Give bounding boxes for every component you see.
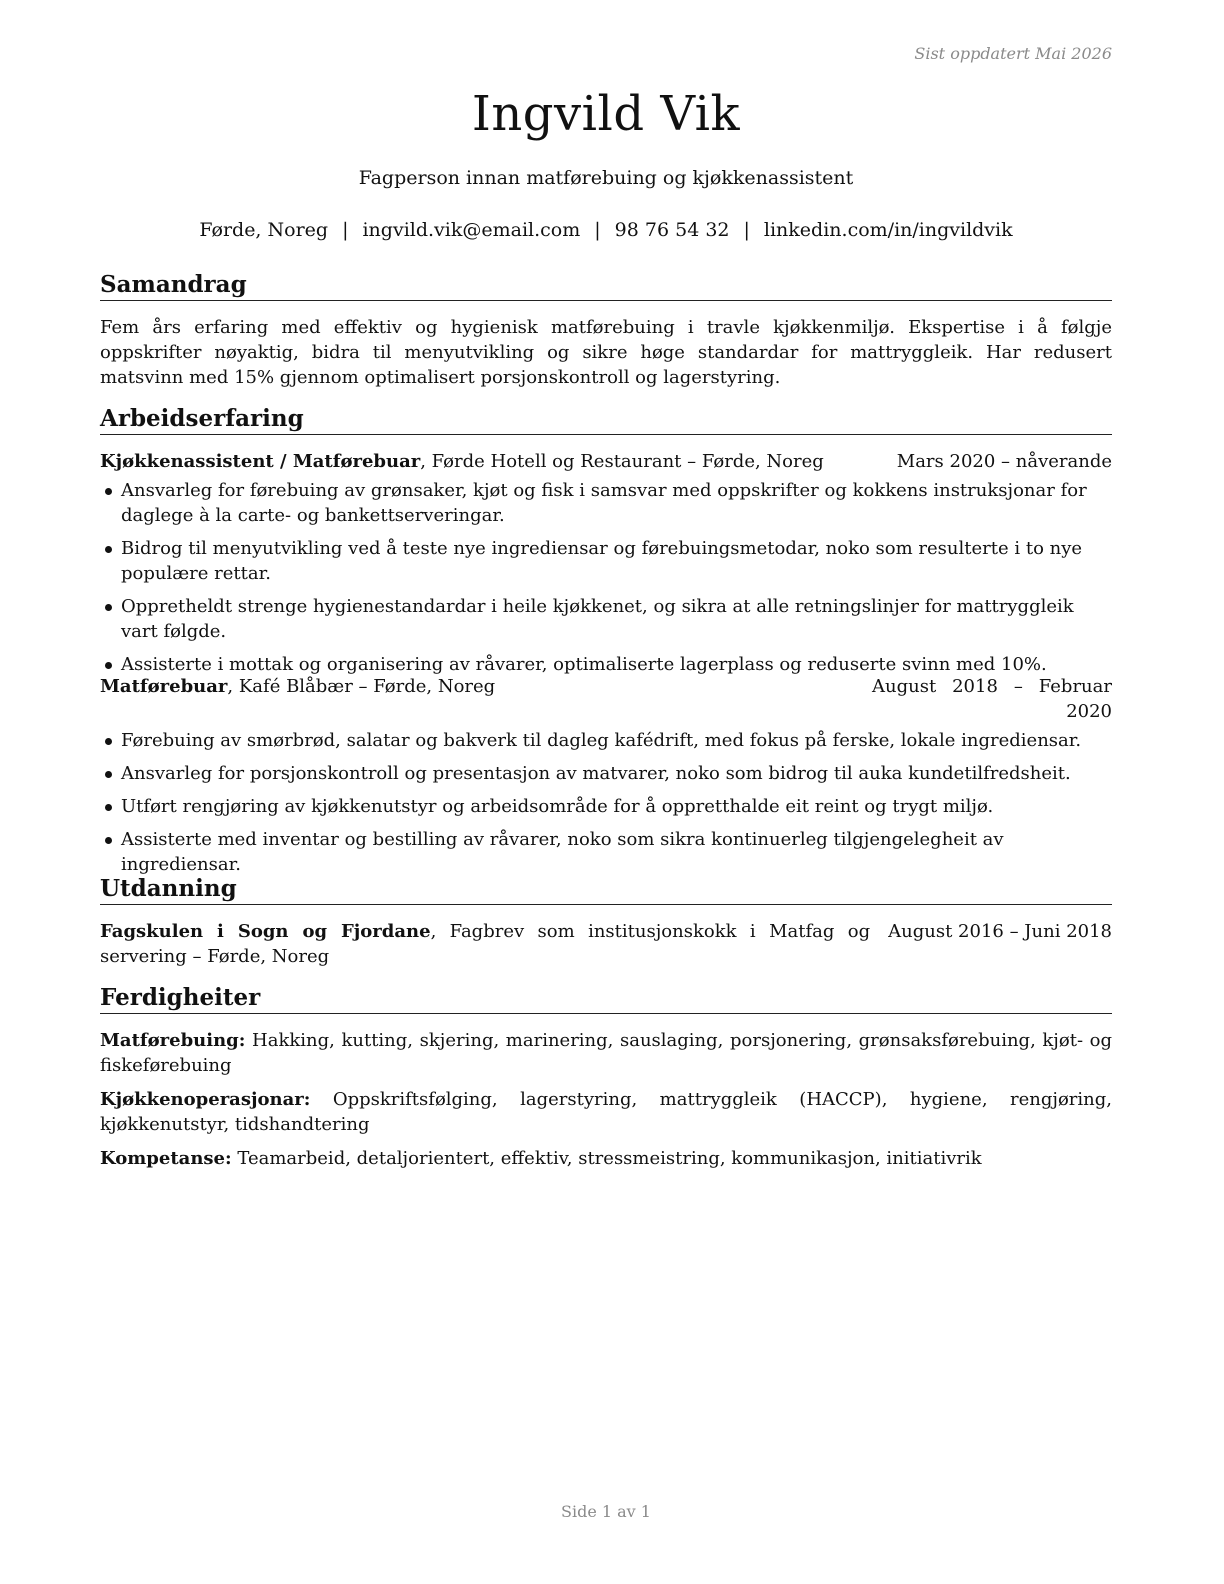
list-item: Assisterte med inventar og bestilling av råvarer, noko som sikra kontinuerleg tilgjengelegheit av ingrediensar. xyxy=(100,827,1112,877)
skill-row xyxy=(100,1087,1112,1137)
education-dates: August 2016 – Juni 2018 xyxy=(888,921,1112,942)
job-header xyxy=(100,674,1112,724)
job-role: Kjøkkenassistent / Matførebuar xyxy=(100,451,421,472)
school-name: Fagskulen i Sogn og Fjordane xyxy=(100,921,431,942)
job-role: Matførebuar xyxy=(100,676,228,697)
contact-email[interactable]: ingvild.vik@email.com xyxy=(362,219,581,241)
education-section xyxy=(100,875,1112,969)
list-item: Førebuing av smørbrød, salatar og bakverk til dagleg kafédrift, med fokus på ferske, lokale ingrediensar. xyxy=(100,728,1112,753)
contact-separator: | xyxy=(594,219,601,241)
list-item: Ansvarleg for porsjonskontroll og presentasjon av matvarer, noko som bidrog til auka kundetilfredsheit. xyxy=(100,761,1112,786)
job-dates: Mars 2020 – nåverande xyxy=(896,451,1112,472)
tagline: Fagperson innan matførebuing og kjøkkenassistent xyxy=(358,167,854,189)
job-entry xyxy=(100,449,1112,677)
job-bullets xyxy=(100,728,1112,877)
job-employer: , Førde Hotell og Restaurant – Førde, Noreg xyxy=(420,451,824,472)
contact-phone: 98 76 54 32 xyxy=(614,219,730,241)
summary-text: Fem års erfaring med effektiv og hygienisk matførebuing i travle kjøkkenmiljø. Ekspertise i å følgje oppskrifter nøyaktig, bidra til menyutvikling og sikre høge standardar for mattryggleik. Har redusert matsvinn med 15% gjennom optimalisert porsjonskontroll og lagerstyring. xyxy=(100,317,1112,388)
section-title-summary: Samandrag xyxy=(100,271,1112,301)
education-detail: , Fagbrev som institusjonskokk i Matfag og servering – Førde, Noreg xyxy=(100,921,871,967)
job-employer: , Kafé Blåbær – Førde, Noreg xyxy=(227,676,496,697)
section-title-skills: Ferdigheiter xyxy=(100,984,1112,1014)
contact-separator: | xyxy=(743,219,750,241)
list-item: Oppretheldt strenge hygienestandardar i heile kjøkkenet, og sikra at alle retningslinjer for mattryggleik vart følgde. xyxy=(100,594,1112,644)
contact-line xyxy=(100,219,1112,241)
skills-section xyxy=(100,984,1112,1180)
skill-row xyxy=(100,1146,1112,1171)
summary-section xyxy=(100,271,1112,390)
job-dates: August 2018 – Februar 2020 xyxy=(872,676,1112,722)
resume-page xyxy=(100,0,1112,1584)
skill-text: Oppskriftsfølging, lagerstyring, mattryggleik (HACCP), hygiene, rengjøring, kjøkkenutstyr, tidshandtering xyxy=(100,1089,1112,1135)
list-item: Utført rengjøring av kjøkkenutstyr og arbeidsområde for å oppretthalde eit reint og trygt miljø. xyxy=(100,794,1112,819)
last-updated: Sist oppdatert Mai 2026 xyxy=(914,44,1112,63)
list-item: Bidrog til menyutvikling ved å teste nye ingrediensar og førebuingsmetodar, noko som resulterte i to nye populære rettar. xyxy=(100,536,1112,586)
page-number: Side 1 av 1 xyxy=(561,1502,651,1521)
contact-location: Førde, Noreg xyxy=(199,219,329,241)
list-item: Ansvarleg for førebuing av grønsaker, kjøt og fisk i samsvar med oppskrifter og kokkens instruksjonar for daglege à la carte- og bankettserveringar. xyxy=(100,478,1112,528)
skill-text: Hakking, kutting, skjering, marinering, sauslaging, porsjonering, grønsaksførebuing, kjøt- og fiskeførebuing xyxy=(100,1030,1112,1076)
section-title-experience: Arbeidserfaring xyxy=(100,405,1112,435)
contact-separator: | xyxy=(342,219,349,241)
education-entry xyxy=(100,919,1112,969)
skill-label: Kjøkkenoperasjonar: xyxy=(100,1089,311,1110)
experience-section xyxy=(100,405,1112,685)
candidate-name: Ingvild Vik xyxy=(471,86,741,142)
contact-linkedin[interactable]: linkedin.com/in/ingvildvik xyxy=(763,219,1013,241)
list-item: Assisterte i mottak og organisering av råvarer, optimaliserte lagerplass og reduserte svinn med 10%. xyxy=(100,652,1112,677)
job-header xyxy=(100,449,1112,474)
job-entry-2 xyxy=(100,674,1112,885)
job-bullets xyxy=(100,478,1112,677)
skill-label: Kompetanse: xyxy=(100,1148,232,1169)
skill-text: Teamarbeid, detaljorientert, effektiv, stressmeistring, kommunikasjon, initiativrik xyxy=(231,1148,982,1169)
skill-label: Matførebuing: xyxy=(100,1030,246,1051)
skill-row xyxy=(100,1028,1112,1078)
section-title-education: Utdanning xyxy=(100,875,1112,905)
